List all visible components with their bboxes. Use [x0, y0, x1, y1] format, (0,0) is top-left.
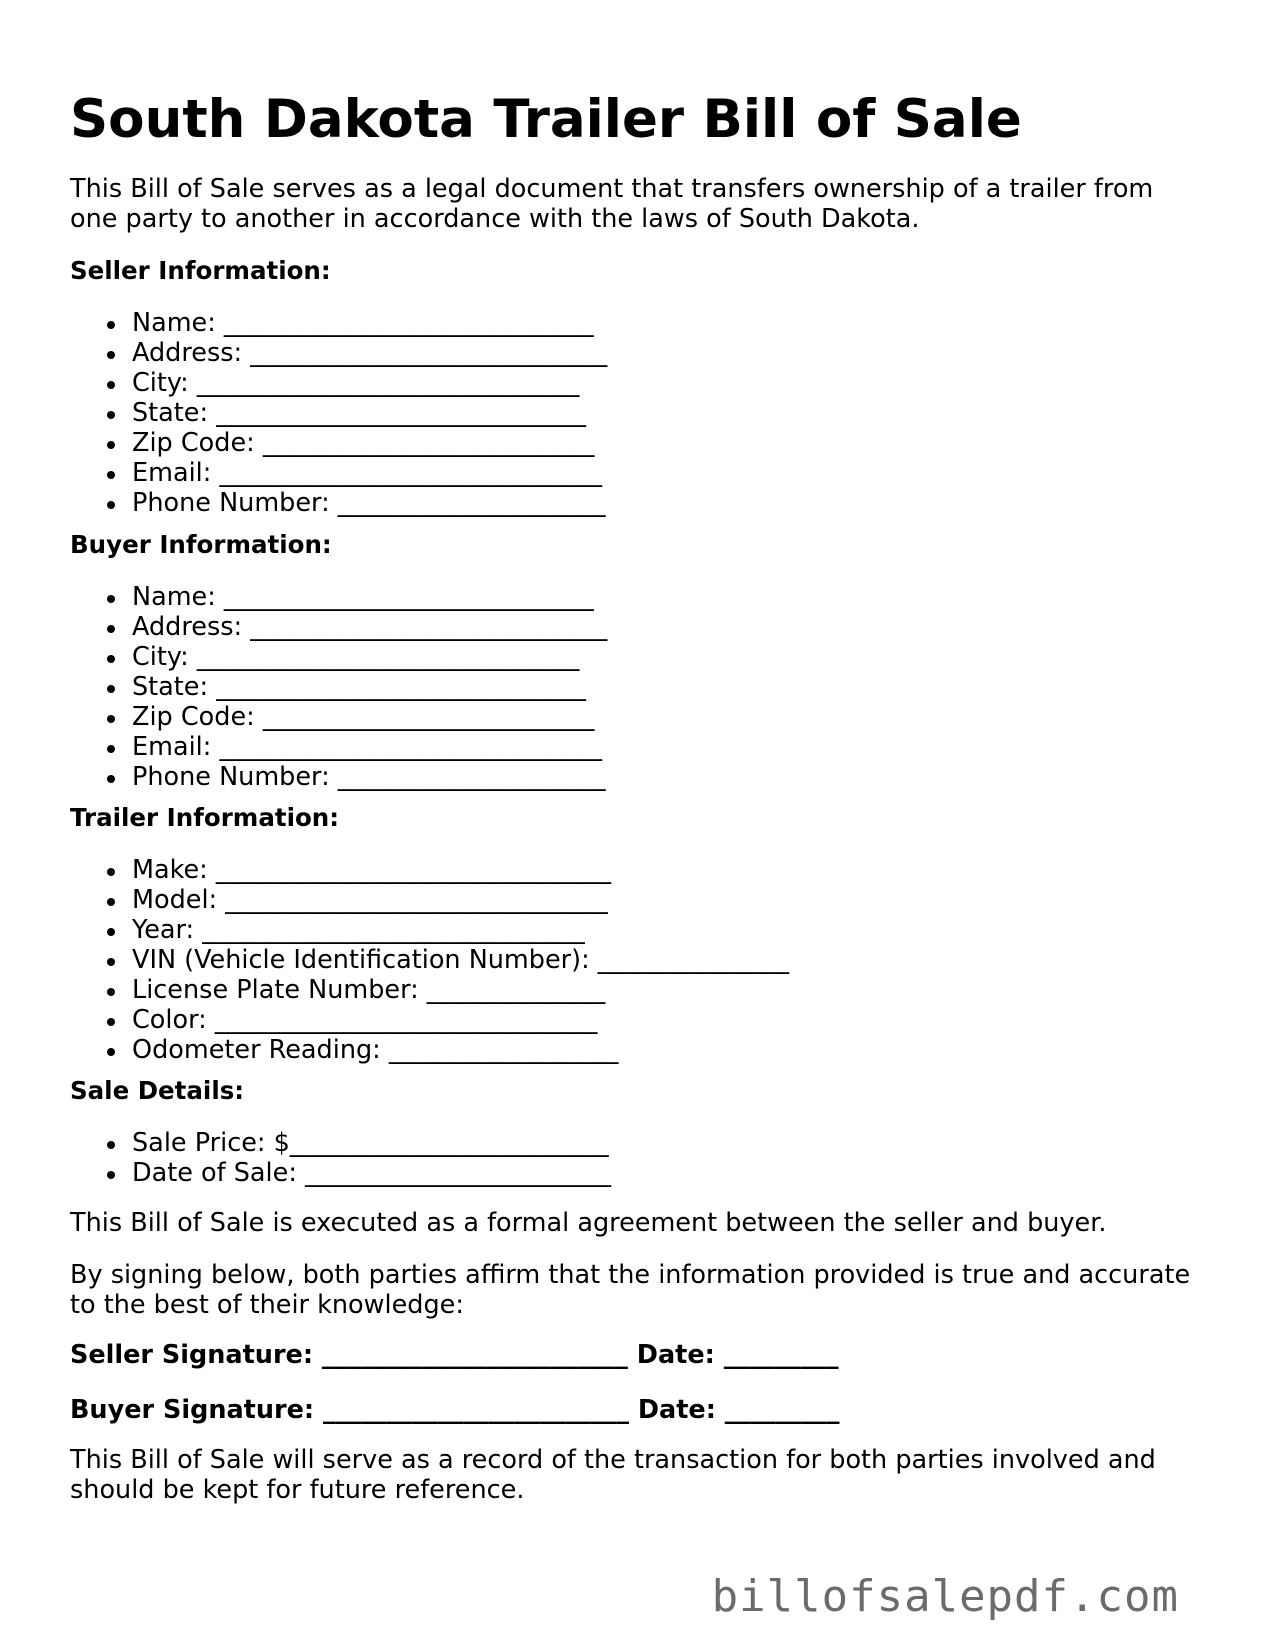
trailer-odometer-field[interactable]: Odometer Reading: __________________ [70, 1035, 789, 1065]
trailer-license-plate-field[interactable]: License Plate Number: ______________ [70, 975, 789, 1005]
seller-phone-field[interactable]: Phone Number: _____________________ [70, 488, 607, 518]
buyer-fields [70, 582, 607, 792]
page-title: South Dakota Trailer Bill of Sale [70, 89, 1022, 150]
buyer-email-field[interactable]: Email: ______________________________ [70, 732, 607, 762]
buyer-name-field[interactable]: Name: _____________________________ [70, 582, 607, 612]
trailer-heading: Trailer Information: [70, 803, 340, 832]
seller-city-field[interactable]: City: ______________________________ [70, 368, 607, 398]
trailer-vin-field[interactable]: VIN (Vehicle Identification Number): _______________ [70, 945, 789, 975]
trailer-make-field[interactable]: Make: _______________________________ [70, 855, 789, 885]
closing-paragraph: This Bill of Sale will serve as a record of the transaction for both parties involved and should be kept for future reference. [70, 1445, 1156, 1505]
sale-heading: Sale Details: [70, 1076, 245, 1105]
buyer-heading: Buyer Information: [70, 530, 332, 559]
seller-state-field[interactable]: State: _____________________________ [70, 398, 607, 428]
intro-paragraph: This Bill of Sale serves as a legal document that transfers ownership of a trailer from one party to another in accordance with the laws of South Dakota. [70, 174, 1154, 234]
seller-zip-field[interactable]: Zip Code: __________________________ [70, 428, 607, 458]
sale-date-field[interactable]: Date of Sale: ________________________ [70, 1158, 611, 1188]
trailer-color-field[interactable]: Color: ______________________________ [70, 1005, 789, 1035]
trailer-model-field[interactable]: Model: ______________________________ [70, 885, 789, 915]
watermark-text: billofsalepdf.com [711, 1571, 1179, 1622]
seller-email-field[interactable]: Email: ______________________________ [70, 458, 607, 488]
seller-address-field[interactable]: Address: ____________________________ [70, 338, 607, 368]
sale-fields [70, 1128, 611, 1188]
buyer-phone-field[interactable]: Phone Number: _____________________ [70, 762, 607, 792]
seller-heading: Seller Information: [70, 256, 331, 285]
seller-signature-line[interactable]: Seller Signature: ________________________ Date: _________ [70, 1340, 839, 1370]
buyer-city-field[interactable]: City: ______________________________ [70, 642, 607, 672]
buyer-signature-line[interactable]: Buyer Signature: ________________________ Date: _________ [70, 1395, 840, 1425]
agreement-paragraph: This Bill of Sale is executed as a formal agreement between the seller and buyer. [70, 1208, 1107, 1238]
seller-fields [70, 308, 607, 518]
sale-price-field[interactable]: Sale Price: $_________________________ [70, 1128, 611, 1158]
trailer-year-field[interactable]: Year: ______________________________ [70, 915, 789, 945]
buyer-state-field[interactable]: State: _____________________________ [70, 672, 607, 702]
buyer-zip-field[interactable]: Zip Code: __________________________ [70, 702, 607, 732]
affirm-paragraph: By signing below, both parties affirm that the information provided is true and accurate to the best of their knowledge: [70, 1260, 1191, 1320]
buyer-address-field[interactable]: Address: ____________________________ [70, 612, 607, 642]
seller-name-field[interactable]: Name: _____________________________ [70, 308, 607, 338]
trailer-fields [70, 855, 789, 1065]
